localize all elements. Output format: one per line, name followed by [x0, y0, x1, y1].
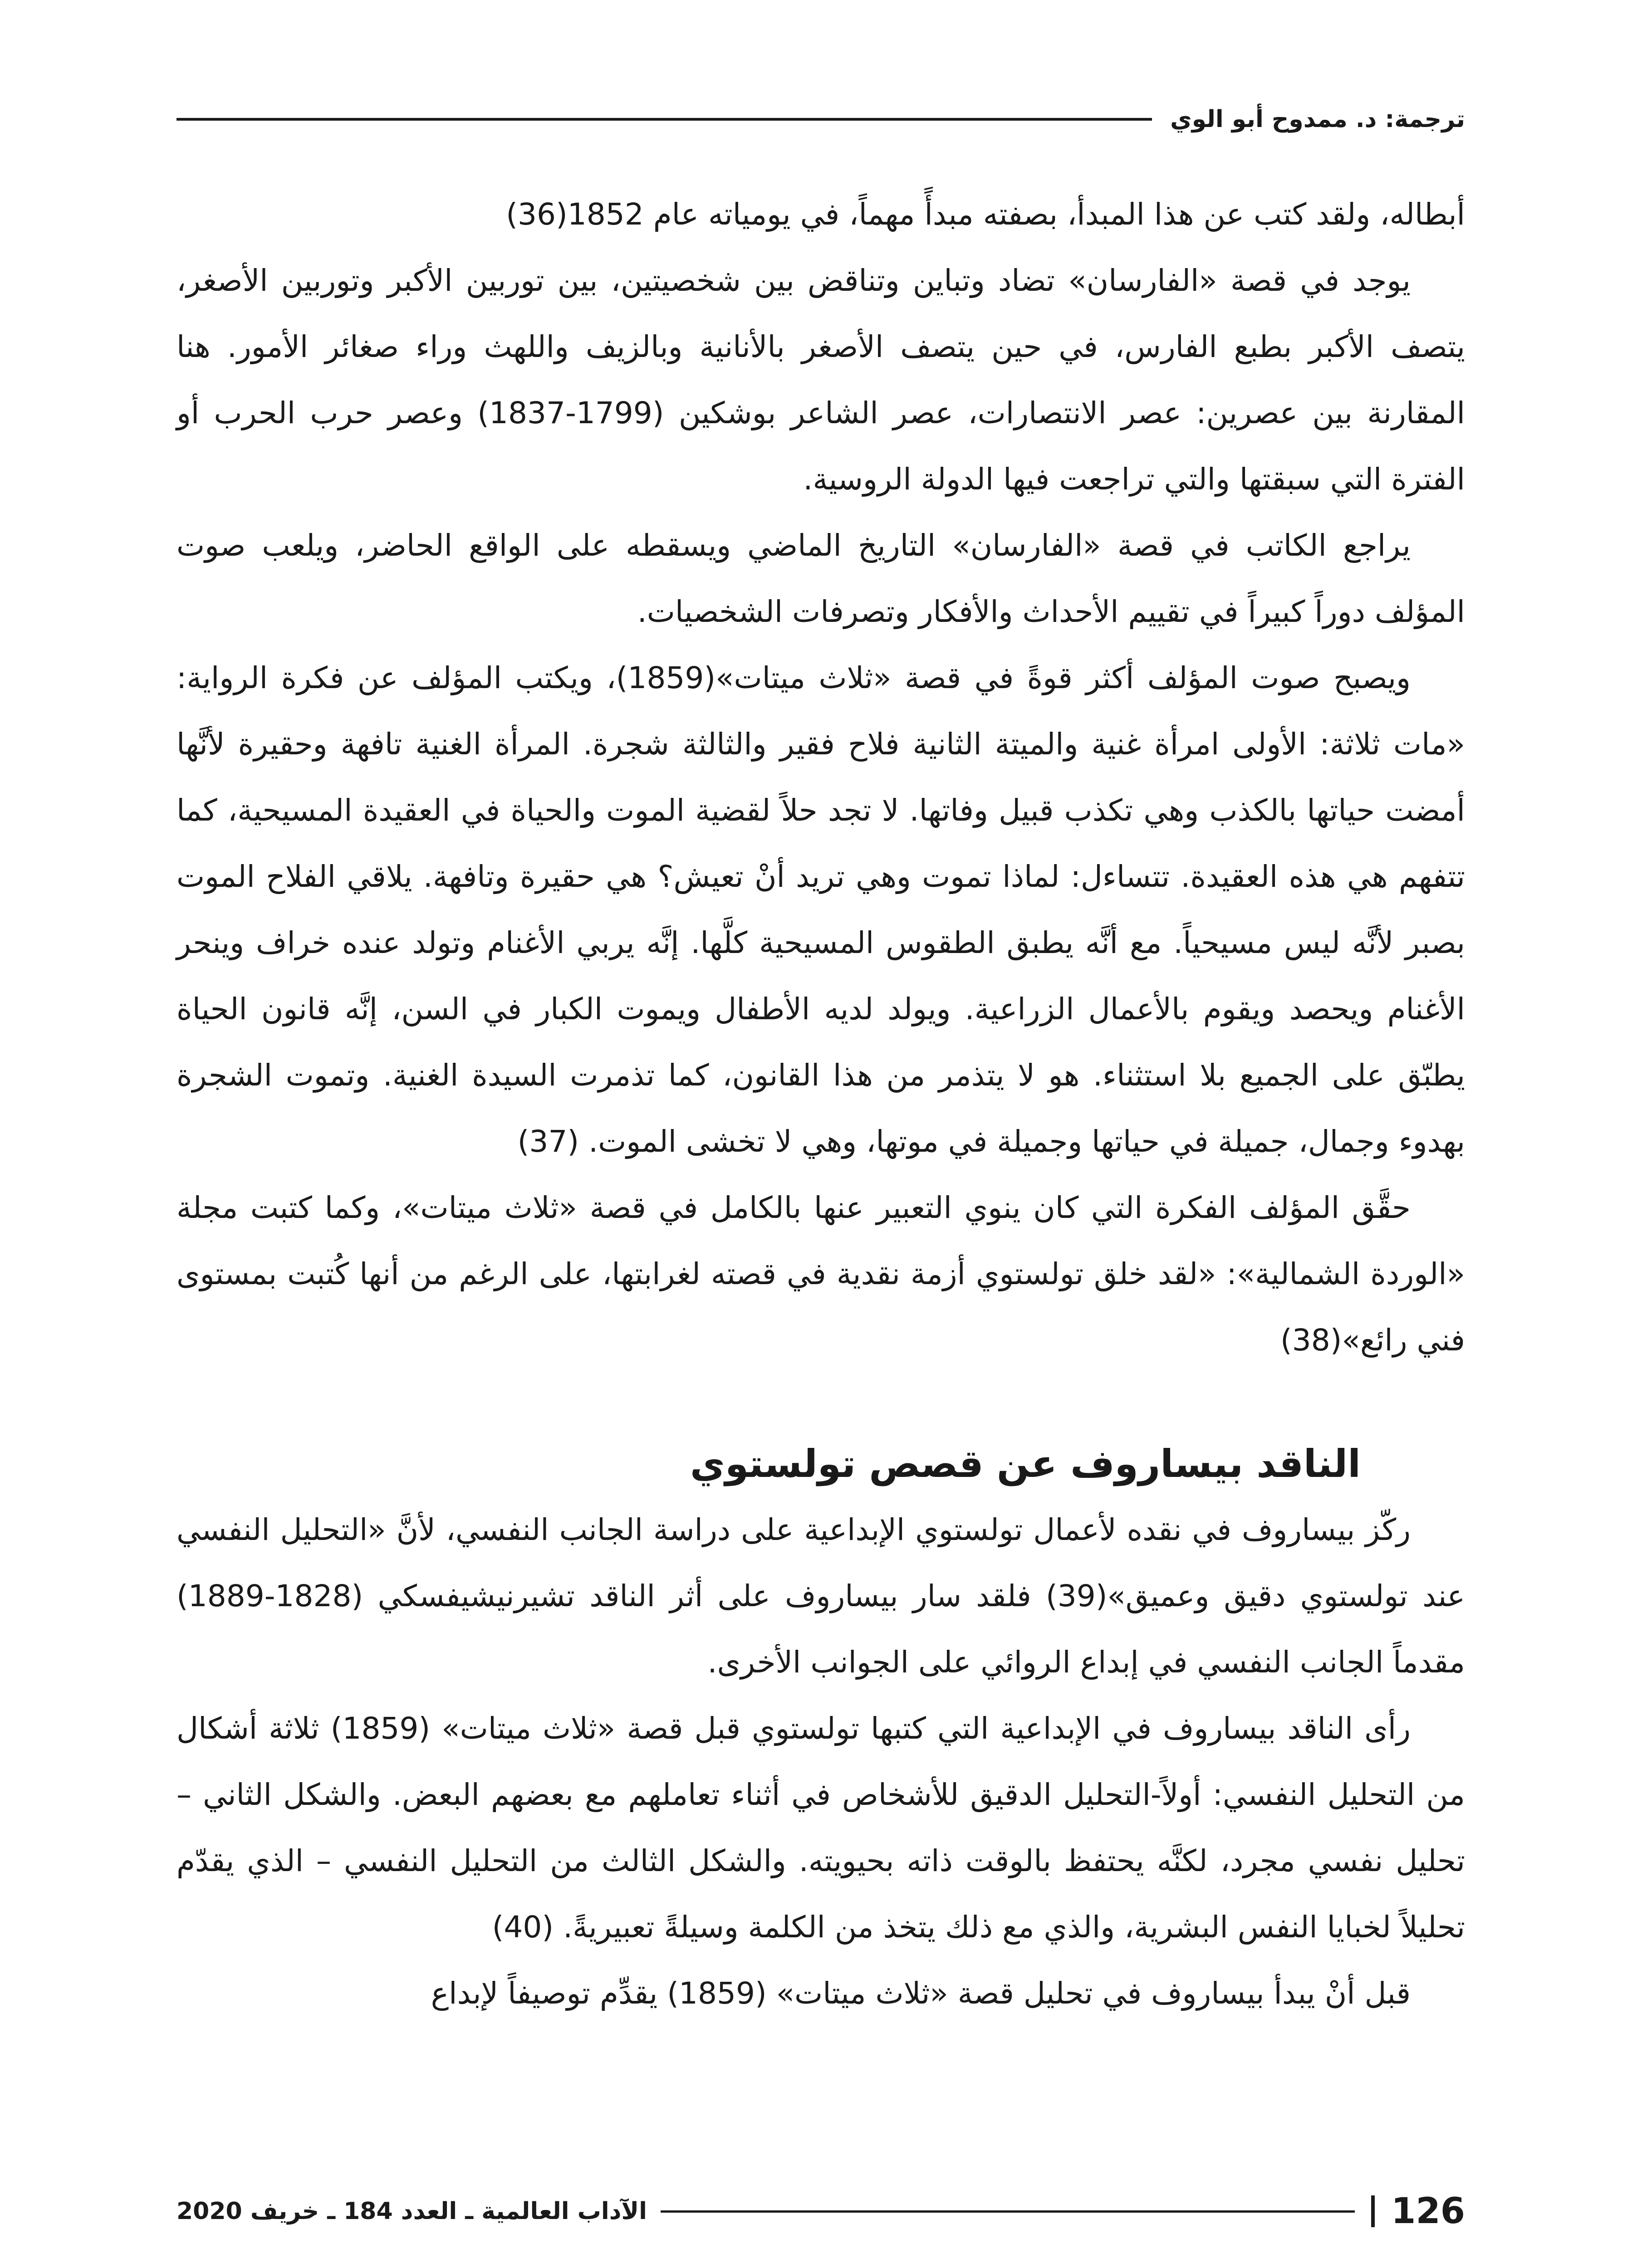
- footer-rule: [661, 2210, 1355, 2213]
- header-rule: [176, 118, 1152, 121]
- section-heading: الناقد بيساروف عن قصص تولستوي: [690, 1442, 1361, 1486]
- journal-info: الآداب العالمية ـ العدد 184 ـ خريف 2020: [176, 2198, 647, 2225]
- footer-divider-bar: [1371, 2195, 1375, 2227]
- page-number: 126: [1391, 2191, 1465, 2232]
- paragraph-three-forms: رأى الناقد بيساروف في الإبداعية التي كتبها تولستوي قبل قصة «ثلاث ميتات» (1859) ثلاثة أشكال من التحليل النفسي: أولاً-التحليل الدقيق للأشخاص في أثناء تعاملهم مع بعضهم البعض. والشكل الثاني – تحليل نفسي مجرد، لكنَّه يحتفظ بالوقت ذاته بحيويته. والشكل الثالث من التحليل النفسي – الذي يقدّم تحليلاً لخبايا النفس البشرية، والذي مع ذلك يتخذ من الكلمة وسيلةً تعبيريةً. (40): [176, 1711, 1465, 1945]
- page-header: [176, 103, 1465, 135]
- page-footer: [176, 2191, 1465, 2232]
- paragraph-continuation: أبطاله، ولقد كتب عن هذا المبدأ، بصفته مبدأً مهماً، في يومياته عام 1852(36): [506, 197, 1465, 232]
- article-body: [176, 181, 1465, 1374]
- article-body-section-2: [176, 1497, 1465, 2027]
- paragraph-northern-rose: حقَّق المؤلف الفكرة التي كان ينوي التعبير عنها بالكامل في قصة «ثلاث ميتات»، وكما كتبت مجلة «الوردة الشمالية»: «لقد خلق تولستوي أزمة نقدية في قصته لغرابتها، على الرغم من أنها كُتبت بمستوى فني رائع»(38): [176, 1190, 1465, 1358]
- paragraph-three-deaths: ويصبح صوت المؤلف أكثر قوةً في قصة «ثلاث ميتات»(1859)، ويكتب المؤلف عن فكرة الرواية: «مات ثلاثة: الأولى امرأة غنية والميتة الثانية فلاح فقير والثالثة شجرة. المرأة الغنية تافهة وحقيرة لأنَّها أمضت حياتها بالكذب وهي تكذب قبيل وفاتها. لا تجد حلاً لقضية الموت والحياة في العقيدة المسيحية، كما تتفهم هي هذه العقيدة. تتساءل: لماذا تموت وهي تريد أنْ تعيش؟ هي حقيرة وتافهة. يلاقي الفلاح الموت بصبر لأنَّه ليس مسيحياً. مع أنَّه يطبق الطقوس المسيحية كلَّها. إنَّه يربي الأغنام وتولد عنده خراف وينحر الأغنام ويحصد ويقوم بالأعمال الزراعية. ويولد لديه الأطفال ويموت الكبار في السن، إنَّه قانون الحياة يطبّق على الجميع بلا استثناء. هو لا يتذمر من هذا القانون، كما تذمرت السيدة الغنية. وتموت الشجرة بهدوء وجمال، جميلة في حياتها وجميلة في موتها، وهي لا تخشى الموت. (37): [176, 660, 1465, 1159]
- paragraph-author-voice: يراجع الكاتب في قصة «الفارسان» التاريخ الماضي ويسقطه على الواقع الحاضر، ويلعب صوت المؤلف دوراً كبيراً في تقييم الأحداث والأفكار وتصرفات الشخصيات.: [176, 528, 1465, 629]
- paragraph-psychological-analysis: ركّز بيساروف في نقده لأعمال تولستوي الإبداعية على دراسة الجانب النفسي، لأنَّ «التحليل النفسي عند تولستوي دقيق وعميق»(39) فلقد سار بيساروف على أثر الناقد تشيرنيشيفسكي (1828-1889) مقدماً الجانب النفسي في إبداع الروائي على الجوانب الأخرى.: [176, 1512, 1466, 1680]
- paragraph-before-analysis: قبل أنْ يبدأ بيساروف في تحليل قصة «ثلاث ميتات» (1859) يقدِّم توصيفاً لإبداع: [431, 1976, 1411, 2011]
- paragraph-two-knights: يوجد في قصة «الفارسان» تضاد وتباين وتناقض بين شخصيتين، بين توربين الأكبر وتوربين الأصغر، يتصف الأكبر بطبع الفارس، في حين يتصف الأصغر بالأنانية وبالزيف واللهث وراء صغائر الأمور. هنا المقارنة بين عصرين: عصر الانتصارات، عصر الشاعر بوشكين (1799-1837) وعصر حرب الحرب أو الفترة التي سبقتها والتي تراجعت فيها الدولة الروسية.: [176, 263, 1465, 497]
- translator-credit: ترجمة: د. ممدوح أبو الوي: [1170, 106, 1465, 133]
